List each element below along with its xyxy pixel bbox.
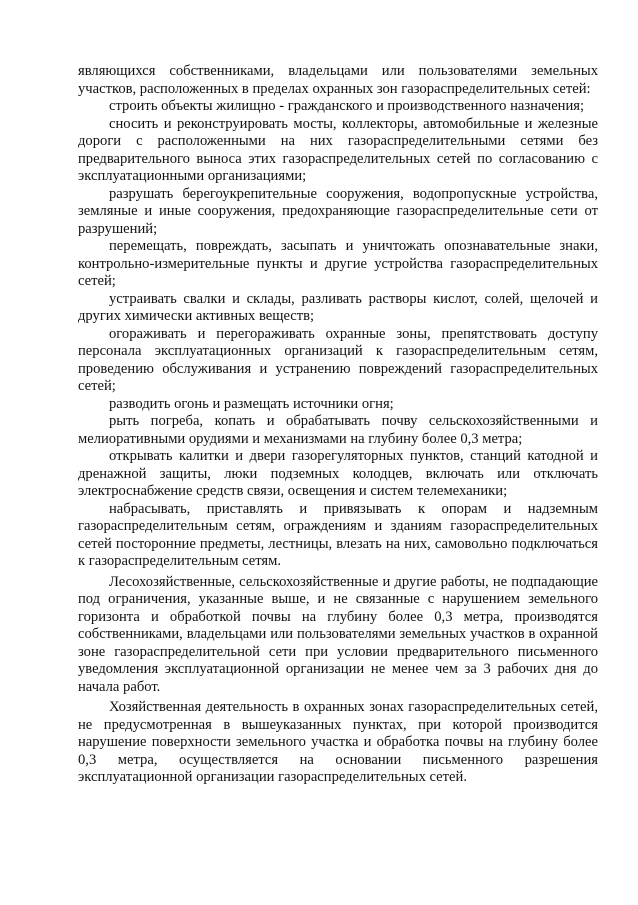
paragraph-demolish: сносить и реконструировать мосты, коллекторы, автомобильные и железные дороги с расположенными на них газораспределительными сетями без предварительного выноса этих газораспределительных сетей по согласованию с эксплуатационными организациями; (78, 115, 598, 184)
paragraph-build: строить объекты жилищно - гражданского и производственного назначения; (109, 98, 585, 114)
paragraph-fire: разводить огонь и размещать источники огня; (109, 395, 394, 412)
paragraph-economic-activity: Хозяйственная деятельность в охранных зонах газораспределительных сетей, не предусмотренная в вышеуказанных пунктах, при которой производится нарушение поверхности земельного участка и обработка почвы на глубину более 0,3 метра, осуществляется на основании письменного разрешения эксплуатационной организации газораспределительных сетей. (78, 699, 598, 785)
paragraph-dumps: устраивать свалки и склады, разливать растворы кислот, солей, щелочей и других химически активных веществ; (78, 290, 598, 324)
paragraph-digging: рыть погреба, копать и обрабатывать почву сельскохозяйственными и мелиоративными орудиями и механизмами на глубину более 0,3 метра; (78, 413, 598, 447)
document-page (78, 63, 598, 787)
paragraph-forestry-works: Лесохозяйственные, сельскохозяйственные и другие работы, не подпадающие под ограничения, указанные выше, и не связанные с нарушением земельного горизонта и обработкой почвы на глубину более 0,3 метра, производятся собственниками, владельцами или пользователями земельных участков в охранной зоне газораспределительной сети при условии предварительного письменного уведомления эксплуатационной организации не менее чем за 3 рабочих дня до начала работ. (78, 573, 598, 695)
paragraph-signs: перемещать, повреждать, засыпать и уничтожать опознавательные знаки, контрольно-измерительные пункты и другие устройства газораспределительных сетей; (78, 238, 598, 289)
paragraph-fencing: огораживать и перегораживать охранные зоны, препятствовать доступу персонала эксплуатационных организаций к газораспределительным сетям, проведению обслуживания и устранению повреждений газораспределительных сетей; (78, 325, 598, 394)
paragraph-objects: набрасывать, приставлять и привязывать к опорам и надземным газораспределительным сетям, ограждениям и зданиям газораспределительных сетей посторонние предметы, лестницы, влезать на них, самовольно подключаться к газораспределительным сетям. (78, 500, 598, 569)
paragraph-destroy-structures: разрушать берегоукрепительные сооружения, водопропускные устройства, земляные и иные сооружения, предохраняющие газораспределительные сети от разрушений; (78, 185, 598, 237)
paragraph-doors: открывать калитки и двери газорегуляторных пунктов, станций катодной и дренажной защиты, люки подземных колодцев, включать или отключать электроснабжение средств связи, освещения и систем телемеханики; (78, 448, 598, 499)
paragraph-intro: являющихся собственниками, владельцами или пользователями земельных участков, расположенных в пределах охранных зон газораспределительных сетей: (78, 63, 598, 97)
